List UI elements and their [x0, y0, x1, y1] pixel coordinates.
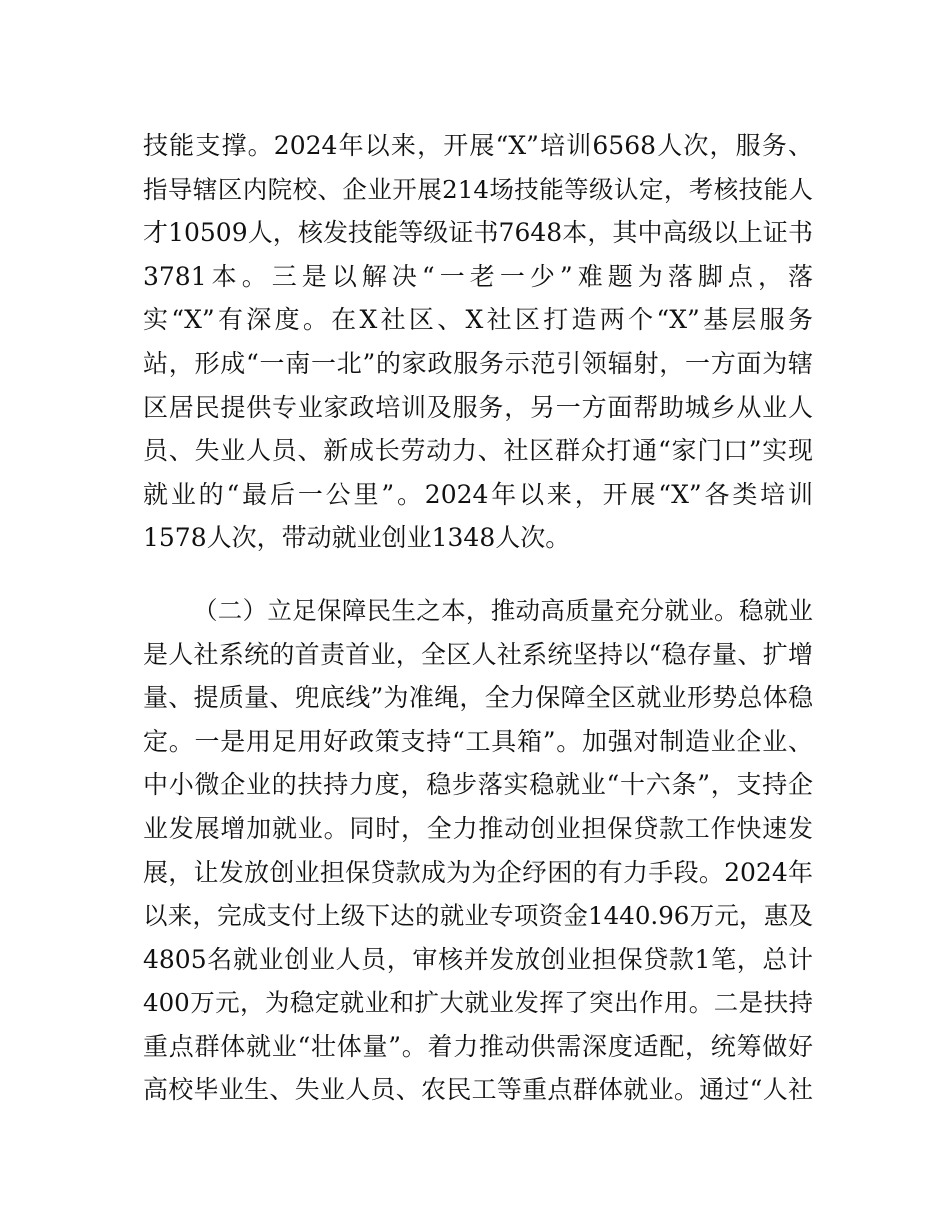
text-line: 以来，完成支付上级下达的就业专项资金1440.96万元，惠及	[143, 901, 813, 931]
text-line: 4805名就业创业人员，审核并发放创业担保贷款1笔，总计	[143, 944, 813, 974]
paragraph-gap	[143, 560, 813, 589]
text-line: 中小微企业的扶持力度，稳步落实稳就业“十六条”，支持企	[143, 770, 813, 800]
document-body	[143, 124, 813, 1112]
text-line: 指导辖区内院校、企业开展214场技能等级认定，考核技能人	[143, 174, 813, 204]
text-line: 就业的“最后一公里”。2024年以来，开展“X”各类培训	[143, 479, 813, 509]
text-line: （二）立足保障民生之本，推动高质量充分就业。稳就业	[193, 595, 813, 625]
text-line: 3781本。三是以解决“一老一少”难题为落脚点，落	[143, 261, 813, 291]
text-line: 展，让发放创业担保贷款成为为企纾困的有力手段。2024年	[143, 857, 813, 887]
text-line: 技能支撑。2024年以来，开展“X”培训6568人次，服务、	[143, 131, 813, 160]
text-line: 站，形成“一南一北”的家政服务示范引领辐射，一方面为辖	[143, 348, 813, 378]
text-line: 定。一是用足用好政策支持“工具箱”。加强对制造业企业、	[143, 726, 813, 756]
text-line: 重点群体就业“壮体量”。着力推动供需深度适配，统筹做好	[143, 1031, 813, 1061]
text-line: 区居民提供专业家政培训及服务，另一方面帮助城乡从业人	[143, 392, 813, 422]
text-line: 实“X”有深度。在X社区、X社区打造两个“X”基层服务	[143, 305, 813, 335]
text-line: 才10509人，核发技能等级证书7648本，其中高级以上证书	[143, 218, 813, 248]
text-line: 员、失业人员、新成长劳动力、社区群众打通“家门口”实现	[143, 436, 813, 466]
text-line: 高校毕业生、失业人员、农民工等重点群体就业。通过“人社	[143, 1075, 813, 1105]
text-line: 业发展增加就业。同时，全力推动创业担保贷款工作快速发	[143, 813, 813, 843]
text-line: 1578人次，带动就业创业1348人次。	[143, 523, 571, 553]
text-line: 是人社系统的首责首业，全区人社系统坚持以“稳存量、扩增	[143, 639, 813, 669]
text-line: 400万元，为稳定就业和扩大就业发挥了突出作用。二是扶持	[143, 988, 813, 1018]
text-line: 量、提质量、兜底线”为准绳，全力保障全区就业形势总体稳	[143, 683, 813, 713]
